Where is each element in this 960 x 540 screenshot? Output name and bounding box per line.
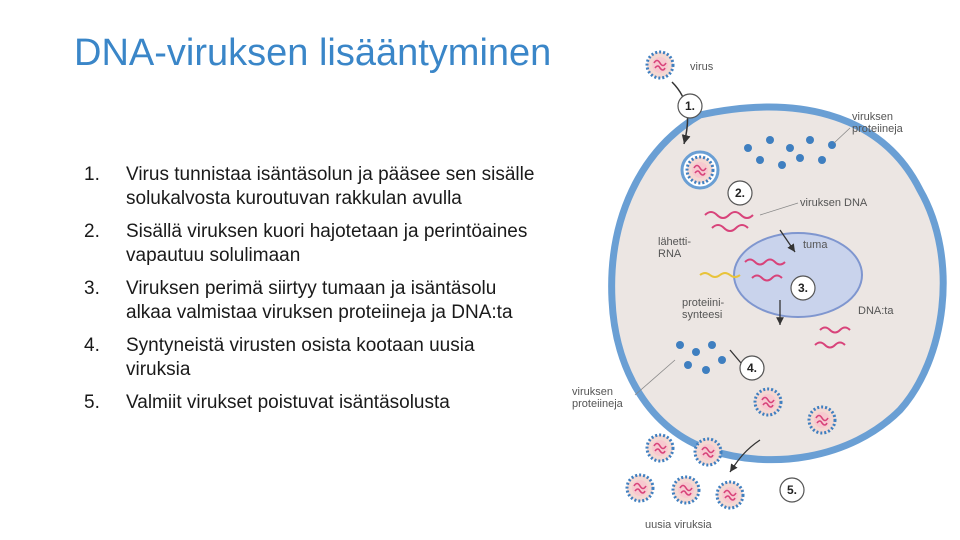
step-text: Viruksen perimä siirtyy tumaan ja isäntäsolu alkaa valmistaa viruksen proteiineja ja DNA:ta bbox=[126, 278, 513, 323]
viral-proteins-left-label: viruksen proteiineja bbox=[572, 386, 623, 410]
mrna-label: lähetti-RNA bbox=[658, 236, 692, 260]
steps-list bbox=[84, 163, 544, 424]
protein-synthesis-label: proteiini-synteesi bbox=[682, 297, 725, 321]
assembled-virus-icon bbox=[809, 407, 835, 433]
virus-replication-diagram bbox=[560, 40, 950, 538]
list-item bbox=[84, 277, 544, 325]
page-title: DNA-viruksen lisääntyminen bbox=[74, 32, 552, 74]
step-marker-label: 2. bbox=[734, 186, 746, 200]
released-virus-icon bbox=[717, 482, 743, 508]
released-virus-icon bbox=[673, 477, 699, 503]
step-marker-label: 4. bbox=[746, 361, 758, 375]
step-text: Sisällä viruksen kuori hajotetaan ja perintöaines vapautuu solulimaan bbox=[126, 221, 528, 266]
new-viruses-label: uusia viruksia bbox=[645, 519, 712, 531]
virus-label: virus bbox=[690, 61, 714, 73]
assembled-virus-icon bbox=[755, 389, 781, 415]
released-virus-icon bbox=[695, 439, 721, 465]
nucleus-label: tuma bbox=[803, 239, 828, 251]
step-number: 5. bbox=[84, 392, 100, 413]
step-number: 1. bbox=[84, 164, 100, 185]
step-text: Syntyneistä virusten osista kootaan uusia viruksia bbox=[126, 335, 475, 380]
list-item bbox=[84, 220, 544, 268]
step-number: 2. bbox=[84, 221, 100, 242]
released-virus-icon bbox=[647, 435, 673, 461]
step-number: 3. bbox=[84, 278, 100, 299]
step-text: Valmiit virukset poistuvat isäntäsolusta bbox=[126, 392, 450, 413]
step-marker-label: 5. bbox=[786, 483, 798, 497]
viral-proteins-label: viruksen proteiineja bbox=[852, 111, 903, 135]
step-number: 4. bbox=[84, 335, 100, 356]
step-text: Virus tunnistaa isäntäsolun ja pääsee sen sisälle solukalvosta kuroutuvan rakkulan avulla bbox=[126, 164, 535, 209]
list-item bbox=[84, 391, 544, 415]
list-item bbox=[84, 334, 544, 382]
nucleus bbox=[734, 233, 862, 317]
viral-dna-label: viruksen DNA bbox=[800, 197, 868, 209]
step-marker-label: 3. bbox=[797, 281, 809, 295]
step-marker-label: 1. bbox=[684, 99, 696, 113]
dna-ta-label: DNA:ta bbox=[858, 305, 894, 317]
list-item bbox=[84, 163, 544, 211]
released-virus-icon bbox=[627, 475, 653, 501]
vesicle bbox=[682, 152, 718, 188]
virus-icon bbox=[647, 52, 673, 78]
